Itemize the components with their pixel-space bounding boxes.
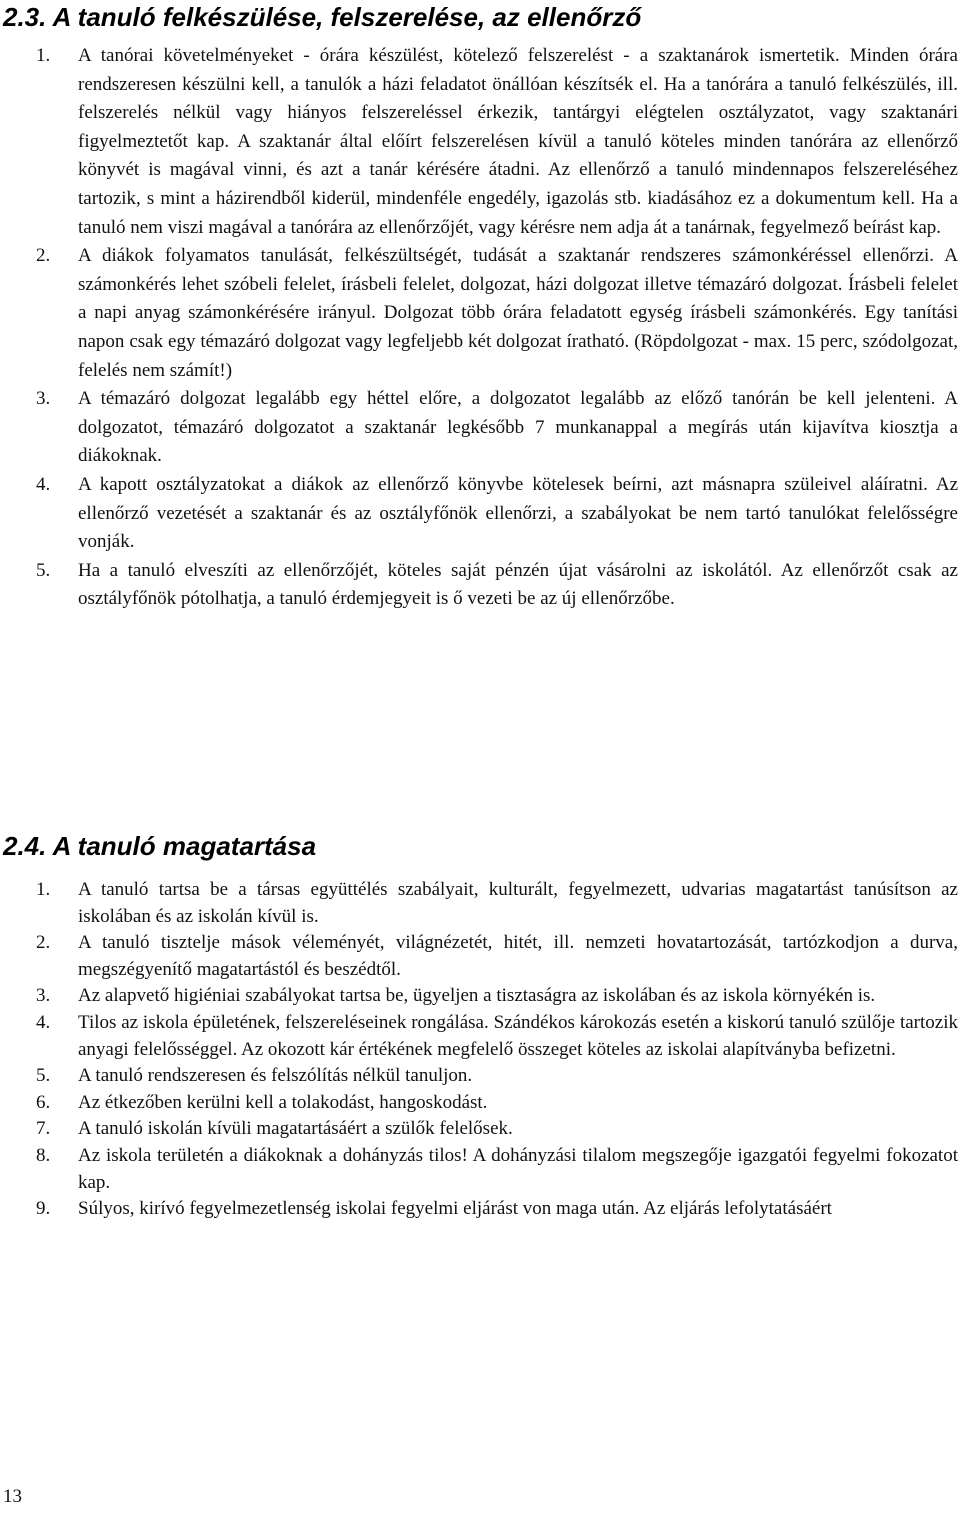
item-number: 3. xyxy=(36,388,51,410)
item-number: 1. xyxy=(36,879,51,900)
list-item xyxy=(0,1090,960,1117)
list-item xyxy=(0,1143,960,1196)
section-2-3-list xyxy=(0,42,960,614)
list-item xyxy=(0,983,960,1010)
item-text: Ha a tanuló elveszíti az ellenőrzőjét, köteles saját pénzén újat vásárolni az iskolától. Az ellenőrzőt csak az osztályfőnök pótolhatja, a tanuló érdemjegyeit is ő vezeti be az új ellenőrzőbe. xyxy=(78,559,958,610)
item-text: Az iskola területén a diákoknak a dohányzás tilos! A dohányzási tilalom megszegője igazgatói fegyelmi fokozatot kap. xyxy=(78,1144,958,1193)
item-number: 5. xyxy=(36,559,51,581)
item-number: 5. xyxy=(36,1065,51,1087)
section-title-2-4: 2.4. A tanuló magatartása xyxy=(3,831,317,861)
list-item xyxy=(0,1116,960,1143)
list-item xyxy=(0,557,960,614)
item-text: A témazáró dolgozat legalább egy héttel előre, a dolgozatot legalább az előző tanórán be kell jelenteni. A dolgozatot, témazáró dolgozatot a szaktanár legkésőbb 7 munkanappal a megírás után kijavítva kiosztja a diákoknak. xyxy=(78,388,958,467)
list-item xyxy=(0,1010,960,1063)
section-2-4-list xyxy=(0,877,960,1223)
item-text: Tilos az iskola épületének, felszereléseinek rongálása. Szándékos károkozás esetén a kiskorú tanuló szülője tartozik anyagi felelősséggel. Az okozott kár értékének megfelelő összeget köteles az iskolai alapítványba befizetni. xyxy=(78,1011,958,1060)
item-number: 7. xyxy=(36,1118,51,1140)
item-text: A tanuló rendszeresen és felszólítás nélkül tanuljon. xyxy=(78,1065,473,1087)
item-number: 3. xyxy=(36,985,51,1007)
list-item xyxy=(0,1063,960,1090)
list-item xyxy=(0,242,960,385)
item-text: Az alapvető higiéniai szabályokat tartsa be, ügyeljen a tisztaságra az iskolában és az iskola környékén is. xyxy=(78,985,876,1007)
item-number: 4. xyxy=(36,473,51,495)
item-text: A tanuló tartsa be a társas együttélés szabályait, kulturált, fegyelmezett, udvarias magatartást tanúsítson az iskolában és az iskolán kívül is. xyxy=(78,879,958,927)
item-number: 6. xyxy=(36,1091,51,1113)
item-text: A tanuló iskolán kívüli magatartásáért a szülők felelősek. xyxy=(78,1118,513,1140)
item-number: 4. xyxy=(36,1011,51,1033)
list-item xyxy=(0,385,960,471)
item-text: Súlyos, kirívó fegyelmezetlenség iskolai fegyelmi eljárást von maga után. Az eljárás lefolytatásáért xyxy=(78,1198,832,1220)
item-number: 8. xyxy=(36,1144,51,1166)
list-item xyxy=(0,930,960,983)
item-number: 2. xyxy=(36,932,51,954)
item-text: A diákok folyamatos tanulását, felkészültségét, tudását a szaktanár rendszeres számonkéréssel ellenőrzi. A számonkérés lehet szóbeli felelet, írásbeli felelet, dolgozat, házi dolgozat illetve témazáró dolgozat. Írásbeli felelet a napi anyag számonkérésére irányul. Dolgozat több órára feladatott egység írásbeli számonkérés. Egy tanítási napon csak egy témazáró dolgozat vagy legfeljebb két dolgozat íratható. (Röpdolgozat - max. 15 perc, szódolgozat, felelés nem számít!) xyxy=(78,245,958,381)
item-number: 9. xyxy=(36,1198,51,1220)
item-number: 2. xyxy=(36,245,51,267)
list-item xyxy=(0,42,960,242)
list-item xyxy=(0,1196,960,1223)
page-number: 13 xyxy=(3,1486,22,1507)
list-item xyxy=(0,471,960,557)
list-item xyxy=(0,877,960,930)
item-text: Az étkezőben kerülni kell a tolakodást, hangoskodást. xyxy=(78,1091,488,1113)
item-number: 1. xyxy=(36,45,51,66)
item-text: A tanórai követelményeket - órára készülést, kötelező felszerelést - a szaktanárok ismertetik. Minden órára rendszeresen készülni kell, a tanulók a házi feladatot önállóan készítsék el. Ha a tanórára a tanuló felkészülés, ill. felszerelés nélkül vagy hiányos felszereléssel érkezik, tantárgyi elégtelen osztályzatot, vagy szaktanári figyelmeztetőt kap. A szaktanár által előírt felszerelésen kívül a tanuló köteles minden tanórára az ellenőrző könyvét is magával vinni, és azt a tanár kérésére átadni. Az ellenőrző a tanuló mindennapos felszereléséhez tartozik, s mint a házirendből kiderül, mindenféle engedély, igazolás stb. kiadásához ez a dokumentum kell. Ha a tanuló nem viszi magával a tanórára az ellenőrzőjét, vagy kérésre nem adja át a tanárnak, fegyelmező beírást kap. xyxy=(78,45,958,238)
section-title-2-3: 2.3. A tanuló felkészülése, felszerelése, az ellenőrző xyxy=(3,2,642,32)
item-text: A kapott osztályzatokat a diákok az ellenőrző könyvbe kötelesek beírni, azt másnapra szüleivel aláíratni. Az ellenőrző vezetését a szaktanár és az osztályfőnök ellenőrzi, a szabályokat be nem tartó tanulókat felelősségre vonják. xyxy=(78,473,958,553)
item-text: A tanuló tisztelje mások véleményét, világnézetét, hitét, ill. nemzeti hovatartozását, tartózkodjon a durva, megszégyenítő magatartástól és beszédtől. xyxy=(78,932,958,980)
